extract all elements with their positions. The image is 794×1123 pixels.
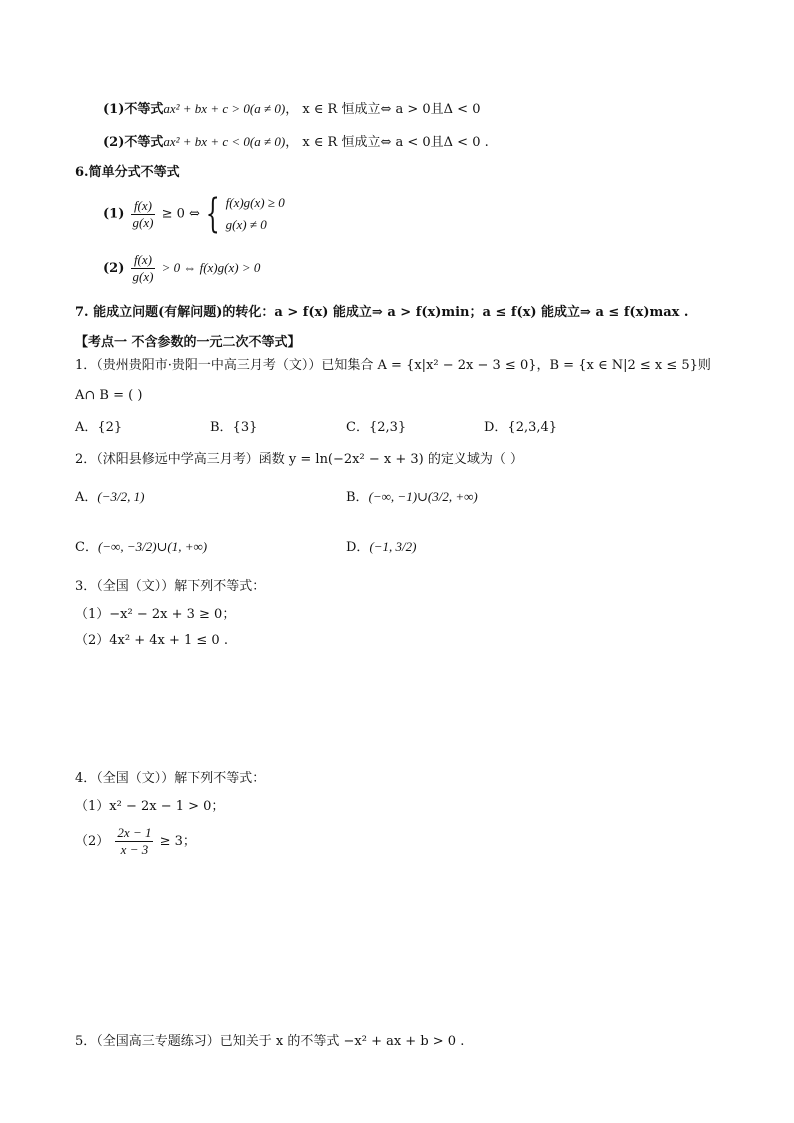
question-3-part-1: （1）−x² − 2x + 3 ≥ 0； bbox=[75, 607, 236, 622]
fraction-rule-1-label: (1) bbox=[103, 206, 125, 222]
question-2: 2．（沭阳县修远中学高三月考）函数 y = ln(−2x² − x + 3) 的定义域为（ ） bbox=[75, 452, 523, 467]
question-2-option-d-label: D． bbox=[346, 540, 370, 555]
question-4-part-2-label: （2） bbox=[75, 834, 110, 849]
question-2-option-b-value: (−∞, −1)∪(3/2, +∞) bbox=[368, 489, 478, 504]
question-1-option-d: D．{2,3,4} bbox=[484, 420, 558, 435]
question-4-part-1: （1）x² − 2x − 1 > 0； bbox=[75, 799, 225, 814]
fraction-2 bbox=[131, 252, 156, 285]
topic-1-heading: 【考点一 不含参数的一元二次不等式】 bbox=[75, 335, 301, 350]
condition-1-text: ， x ∈ R 恒成立⇔ a > 0且Δ < 0 bbox=[285, 102, 481, 117]
question-4: 4．（全国（文））解下列不等式： bbox=[75, 771, 266, 786]
question-2-option-c bbox=[75, 537, 207, 558]
question-5: 5．（全国高三专题练习）已知关于 x 的不等式 −x² + ax + b > 0 . bbox=[75, 1034, 465, 1049]
question-2-option-b bbox=[346, 487, 478, 508]
section-7 bbox=[75, 303, 688, 323]
question-4-part-2 bbox=[75, 824, 196, 860]
question-2-option-c-label: C． bbox=[75, 540, 98, 555]
condition-1 bbox=[103, 99, 480, 120]
case-1: f(x)g(x) ≥ 0 bbox=[225, 195, 285, 210]
condition-1-math: ax² + bx + c > 0(a ≠ 0) bbox=[163, 101, 286, 116]
fraction-1 bbox=[131, 198, 156, 231]
fraction-rule-1 bbox=[103, 192, 285, 236]
cases-block bbox=[226, 192, 285, 236]
fraction-2-numerator: f(x) bbox=[131, 252, 156, 269]
fraction-rule-2-relation: > 0 ⇔ f(x)g(x) > 0 bbox=[161, 260, 261, 275]
question-2-option-a-value: (−3/2, 1) bbox=[97, 489, 145, 504]
condition-2-label: (2)不等式 bbox=[103, 135, 164, 150]
section-6-title: 6.简单分式不等式 bbox=[75, 165, 180, 180]
question-4-fraction-denominator: x − 3 bbox=[120, 842, 149, 857]
section-7-text: 7. 能成立问题(有解问题)的转化：a > f(x) 能成立⇒ a > f(x)min；a ≤ f(x) 能成立⇒ a ≤ f(x)max . bbox=[75, 305, 689, 320]
question-2-option-b-label: B． bbox=[346, 490, 369, 505]
question-4-fraction-numerator: 2x − 1 bbox=[117, 825, 152, 840]
fraction-rule-1-relation: ≥ 0 ⇔ bbox=[161, 206, 200, 222]
question-2-option-d bbox=[346, 537, 416, 558]
question-1-option-b: B．{3} bbox=[210, 420, 258, 435]
question-3: 3．（全国（文））解下列不等式： bbox=[75, 579, 266, 594]
condition-2 bbox=[103, 132, 489, 153]
fraction-2-denominator: g(x) bbox=[132, 269, 154, 284]
condition-2-text: ， x ∈ R 恒成立⇔ a < 0且Δ < 0 . bbox=[285, 135, 489, 150]
question-4-part-2-relation: ≥ 3； bbox=[159, 834, 196, 849]
condition-2-math: ax² + bx + c < 0(a ≠ 0) bbox=[163, 134, 286, 149]
question-4-fraction bbox=[115, 825, 153, 858]
question-1-option-c: C．{2,3} bbox=[346, 420, 407, 435]
question-2-option-a bbox=[75, 487, 144, 508]
fraction-rule-2-label: (2) bbox=[103, 261, 125, 276]
question-2-option-c-value: (−∞, −3/2)∪(1, +∞) bbox=[97, 539, 208, 554]
question-2-option-a-label: A． bbox=[75, 490, 98, 505]
fraction-1-numerator: f(x) bbox=[131, 198, 156, 215]
fraction-rule-2 bbox=[103, 250, 260, 287]
left-brace-icon: { bbox=[205, 191, 220, 237]
question-1-option-a: A．{2} bbox=[75, 420, 123, 435]
question-1-line-2: A∩ B = ( ) bbox=[75, 388, 143, 403]
condition-1-label: (1)不等式 bbox=[103, 102, 164, 117]
question-2-option-d-value: (−1, 3/2) bbox=[369, 539, 417, 554]
case-2: g(x) ≠ 0 bbox=[225, 217, 267, 232]
question-3-part-2: （2）4x² + 4x + 1 ≤ 0 . bbox=[75, 633, 228, 648]
question-1: 1．（贵州贵阳市·贵阳一中高三月考（文））已知集合 A = {x|x² − 2x − 3 ≤ 0}，B = {x ∈ N|2 ≤ x ≤ 5}则 bbox=[75, 358, 711, 373]
fraction-1-denominator: g(x) bbox=[132, 214, 154, 230]
